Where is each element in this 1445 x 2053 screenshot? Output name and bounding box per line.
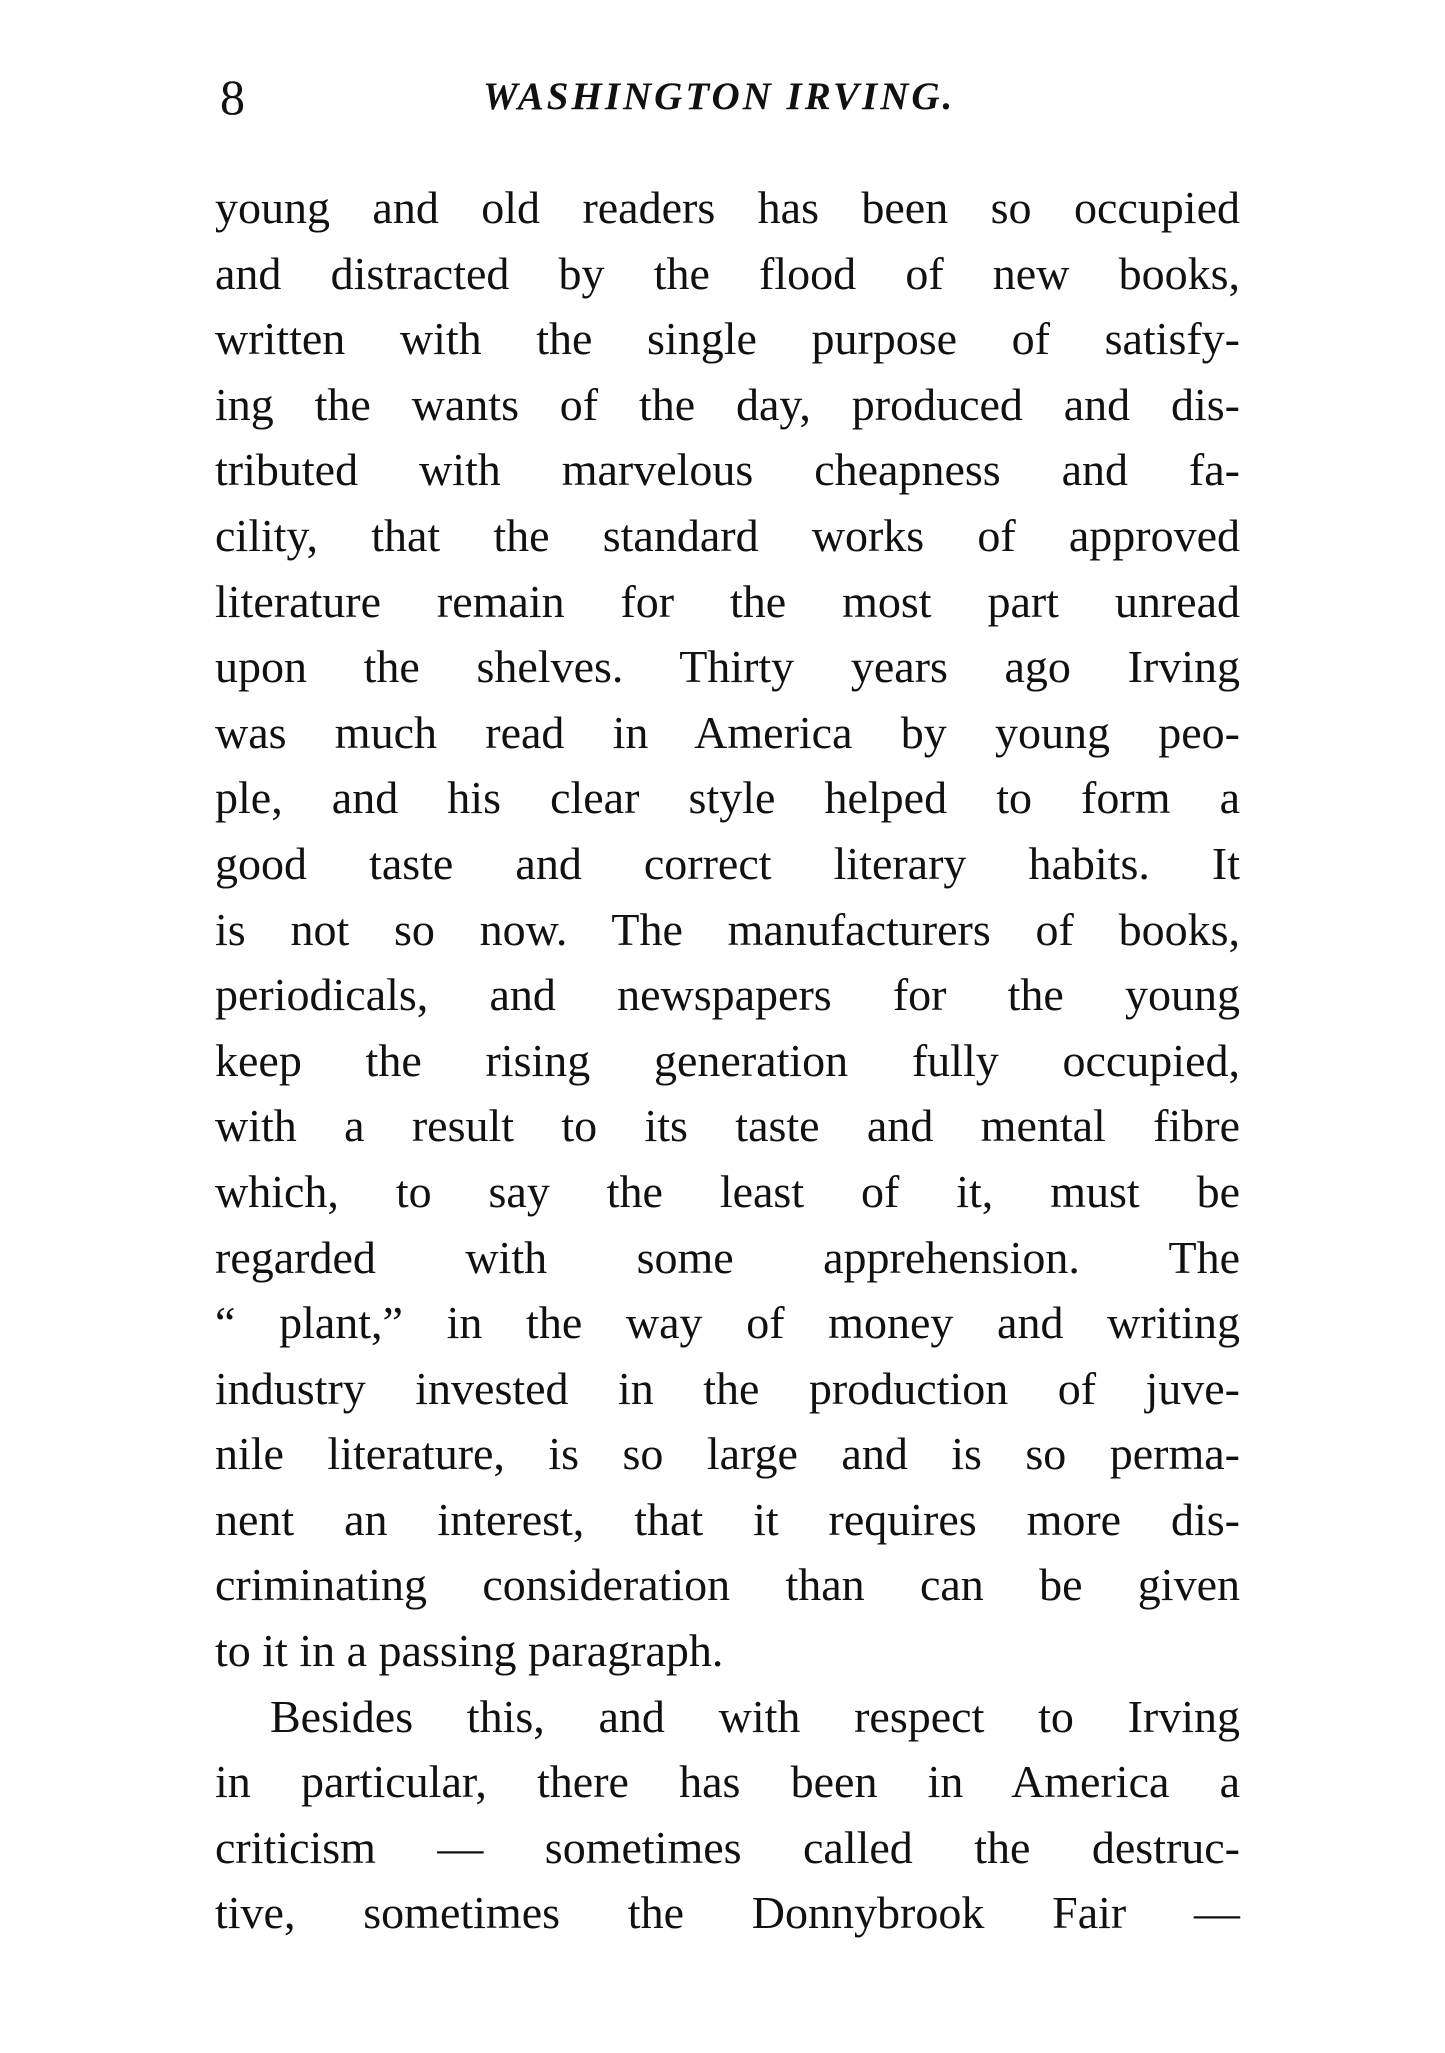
text-line: written with the single purpose of satisfy- [215, 313, 1240, 365]
text-line: cility, that the standard works of approved [215, 509, 1240, 561]
body-text [215, 175, 1240, 1946]
text-line: with a result to its taste and mental fibre [215, 1100, 1240, 1152]
text-line: young and old readers has been so occupied [215, 182, 1240, 233]
text-line: is not so now. The manufacturers of books, [215, 903, 1240, 955]
text-line: tributed with marvelous cheapness and fa- [215, 444, 1240, 496]
text-line: good taste and correct literary habits. It [215, 837, 1240, 889]
text-line: “ plant,” in the way of money and writing [215, 1297, 1240, 1349]
text-line: was much read in America by young peo- [215, 706, 1240, 758]
text-line: upon the shelves. Thirty years ago Irving [215, 641, 1240, 693]
text-line: periodicals, and newspapers for the young [215, 969, 1240, 1021]
text-line: nile literature, is so large and is so perma- [215, 1428, 1240, 1480]
text-line: regarded with some apprehension. The [215, 1231, 1240, 1283]
text-line: criminating consideration than can be given [215, 1559, 1240, 1611]
text-line: Besides this, and with respect to Irving [270, 1690, 1240, 1742]
text-line: literature remain for the most part unread [215, 575, 1240, 627]
page-number: 8 [220, 69, 245, 125]
text-line: in particular, there has been in America a [215, 1756, 1240, 1808]
book-page [215, 60, 1240, 1946]
text-line: nent an interest, that it requires more dis- [215, 1493, 1240, 1545]
text-line: ing the wants of the day, produced and dis- [215, 378, 1240, 430]
running-header [215, 60, 1240, 130]
paragraph [215, 1684, 1240, 1946]
text-line: to it in a passing paragraph. [215, 1625, 724, 1677]
paragraph [215, 175, 1240, 1684]
text-line: criticism — sometimes called the destruc- [215, 1821, 1240, 1873]
text-line: ple, and his clear style helped to form a [215, 772, 1240, 824]
text-line: tive, sometimes the Donnybrook Fair — [215, 1887, 1240, 1939]
text-line: which, to say the least of it, must be [215, 1165, 1240, 1217]
text-line: keep the rising generation fully occupied, [215, 1034, 1240, 1086]
text-line: industry invested in the production of juve- [215, 1362, 1240, 1414]
running-title: WASHINGTON IRVING. [483, 75, 956, 118]
text-line: and distracted by the flood of new books, [215, 247, 1240, 299]
